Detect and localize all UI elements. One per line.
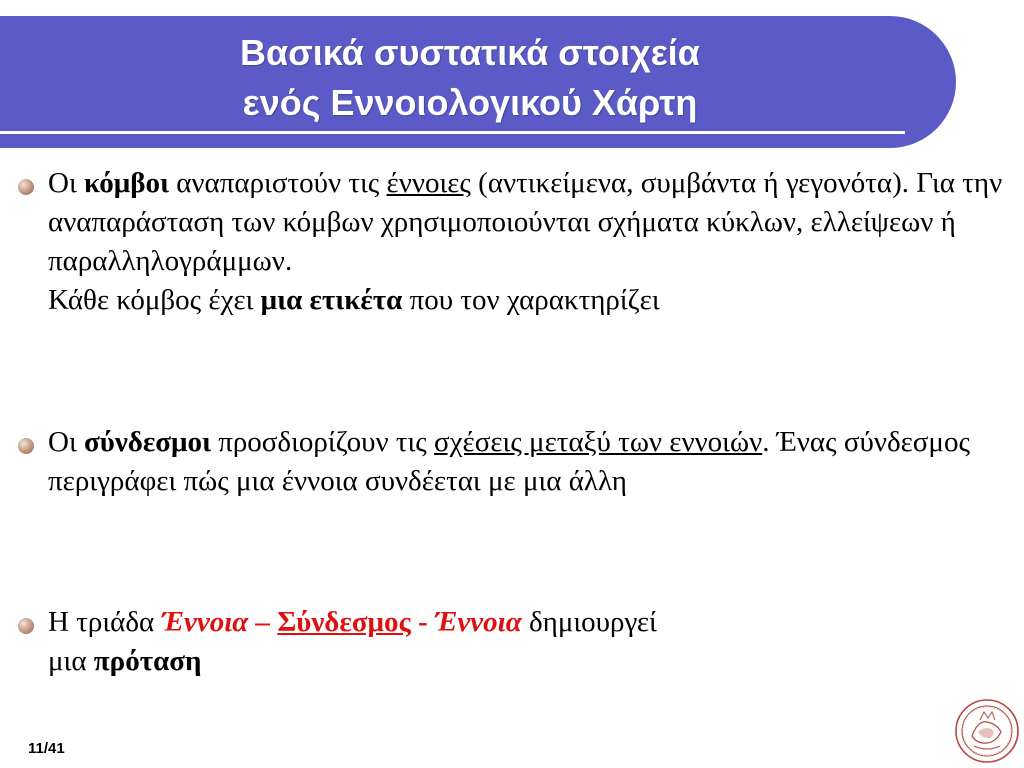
bullet-links	[18, 423, 1008, 501]
text-run: αναπαριστούν τις	[168, 167, 387, 199]
triad-link: Σύνδεσμος	[277, 606, 411, 638]
text-run: μια	[48, 645, 94, 677]
text-run: . Ένας σύνδεσμος περιγράφει πώς μια έννοια συνδέεται με μια άλλη	[48, 426, 970, 497]
text-run: Κάθε κόμβος έχει	[48, 284, 261, 316]
text-run: δημιουργεί	[521, 606, 657, 638]
term-links: σύνδεσμοι	[84, 426, 211, 458]
university-seal-icon	[954, 698, 1020, 764]
text-run: Η τριάδα	[48, 606, 162, 638]
term-label: μια ετικέτα	[260, 284, 403, 316]
term-concepts: έννοιες	[386, 167, 471, 199]
term-relations: σχέσεις μεταξύ των εννοιών	[434, 426, 763, 458]
text-run: που τον χαρακτηρίζει	[402, 284, 660, 316]
triad-concept-2: Έννοια	[434, 606, 522, 638]
slide-title	[0, 28, 940, 128]
slide-title-line-1: Βασικά συστατικά στοιχεία	[240, 32, 700, 73]
page-number: 11/41	[28, 740, 65, 757]
bullet-icon	[18, 618, 34, 634]
bullet-links-text	[48, 423, 1008, 501]
term-nodes: κόμβοι	[84, 167, 169, 199]
text-run: Οι	[48, 426, 84, 458]
slide-title-line-2: ενός Εννοιολογικού Χάρτη	[242, 82, 698, 123]
bullet-nodes-text	[48, 164, 1008, 320]
text-run: (αντικείμενα, συμβάντα ή γεγονότα). Για την αναπαράσταση των κόμβων χρησιμοποιούνται σχήματα κύκλων, ελλείψεων ή παραλληλογράμμων.	[48, 167, 1003, 277]
text-run: Οι	[48, 167, 84, 199]
bullet-nodes	[18, 164, 1008, 320]
triad-concept-1: Έννοια –	[161, 606, 278, 638]
bullet-icon	[18, 438, 34, 454]
bullet-triad	[18, 603, 1008, 681]
text-run: προσδιορίζουν τις	[210, 426, 435, 458]
bullet-icon	[18, 179, 34, 195]
triad-separator: -	[410, 606, 435, 638]
term-sentence: πρόταση	[93, 645, 202, 677]
title-underline	[0, 131, 905, 134]
bullet-triad-text	[48, 603, 1008, 681]
